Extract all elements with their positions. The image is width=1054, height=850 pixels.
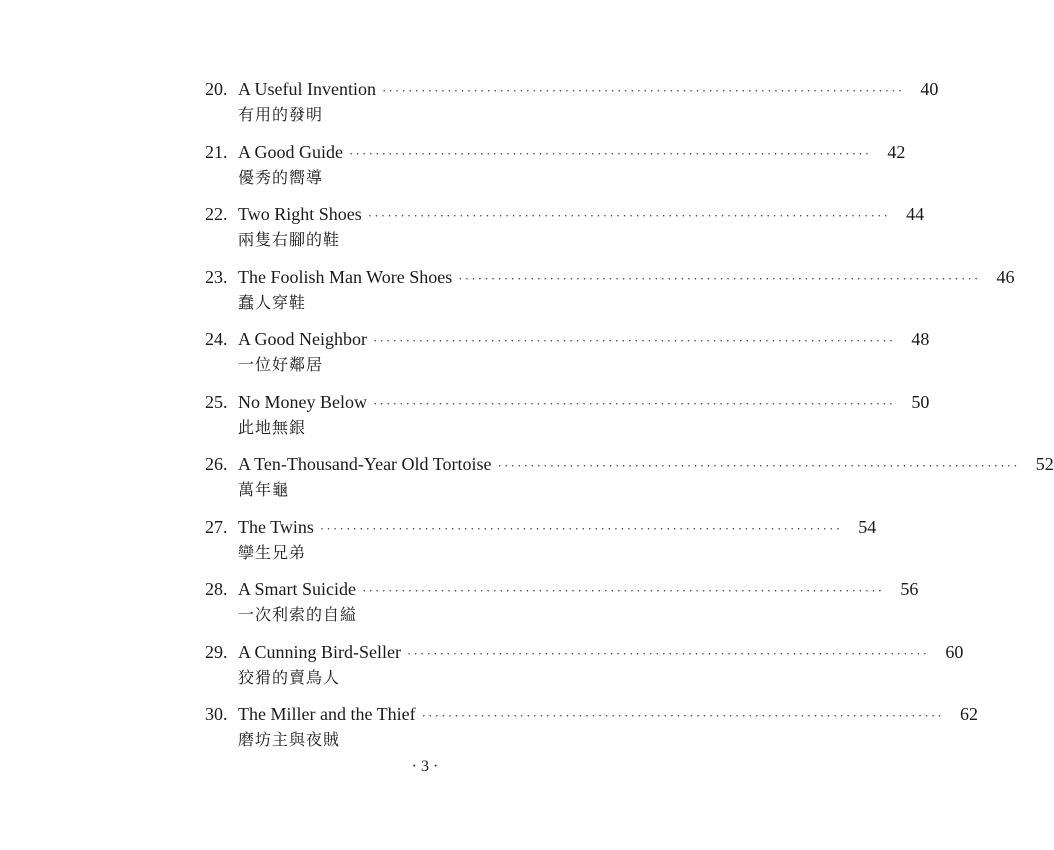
toc-entry: [205, 451, 1054, 514]
entry-title: The Foolish Man Wore Shoes: [238, 266, 453, 287]
table-of-contents: [205, 76, 1054, 764]
entry-page-number: 52: [1035, 454, 1054, 474]
entry-page-number: 48: [911, 329, 930, 349]
entry-title: A Ten-Thousand-Year Old Tortoise: [238, 454, 492, 474]
toc-entry: [205, 514, 877, 577]
entry-number: 30.: [205, 704, 228, 724]
dot-leader: ················································································: [458, 270, 981, 286]
toc-entry: [205, 576, 919, 639]
entry-title: The Miller and the Thief: [238, 704, 416, 724]
dot-leader: ················································································: [497, 458, 1020, 473]
entry-number: 27.: [205, 516, 228, 537]
toc-entry: [205, 264, 1015, 327]
entry-title: No Money Below: [238, 391, 367, 412]
toc-entry: [205, 701, 978, 764]
entry-page-number: 60: [945, 641, 964, 662]
entry-number: 20.: [205, 79, 228, 99]
entry-chinese-title: 優秀的嚮導: [238, 167, 324, 187]
entry-page-number: 46: [996, 266, 1015, 287]
dot-leader: ················································································: [373, 333, 896, 348]
entry-page-number: 44: [906, 204, 925, 224]
entry-number: 25.: [205, 391, 228, 412]
entry-chinese-title: 磨坊主與夜賊: [238, 730, 341, 749]
entry-title: A Smart Suicide: [238, 579, 356, 599]
entry-chinese-title: 一次利索的自縊: [238, 605, 358, 624]
entry-number: 24.: [205, 329, 228, 349]
entry-page-number: 56: [900, 579, 919, 599]
toc-entry: [205, 639, 964, 702]
entry-page-number: 54: [858, 516, 877, 537]
entry-title: A Good Guide: [238, 141, 343, 162]
entry-number: 22.: [205, 204, 228, 224]
dot-leader: ················································································: [373, 395, 896, 411]
entry-chinese-title: 兩隻右腳的鞋: [238, 230, 341, 249]
dot-leader: ················································································: [421, 708, 944, 723]
entry-page-number: 40: [920, 79, 939, 99]
entry-number: 29.: [205, 641, 228, 662]
entry-number: 21.: [205, 141, 228, 162]
entry-chinese-title: 狡猾的賣鳥人: [238, 667, 341, 687]
dot-leader: ················································································: [349, 145, 872, 161]
entry-number: 23.: [205, 266, 228, 287]
dot-leader: ················································································: [362, 583, 885, 598]
dot-leader: ················································································: [319, 520, 843, 536]
entry-number: 26.: [205, 454, 228, 474]
entry-title: A Useful Invention: [238, 79, 376, 99]
entry-chinese-title: 一位好鄰居: [238, 355, 324, 374]
page-folio: · 3 ·: [411, 758, 439, 775]
entry-title: A Good Neighbor: [238, 329, 367, 349]
entry-title: Two Right Shoes: [238, 204, 362, 224]
entry-chinese-title: 此地無銀: [238, 417, 307, 437]
toc-entry: [205, 389, 930, 452]
entry-title: A Cunning Bird-Seller: [238, 641, 401, 662]
entry-chinese-title: 孿生兄弟: [238, 542, 307, 562]
entry-page-number: 50: [911, 391, 930, 412]
entry-title: The Twins: [238, 516, 314, 537]
dot-leader: ················································································: [367, 208, 891, 223]
entry-chinese-title: 蠢人穿鞋: [238, 292, 307, 312]
toc-entry: [205, 76, 939, 139]
entry-number: 28.: [205, 579, 228, 599]
toc-entry: [205, 139, 906, 202]
entry-chinese-title: 有用的發明: [238, 105, 324, 124]
dot-leader: ················································································: [407, 645, 930, 661]
dot-leader: ················································································: [381, 83, 905, 98]
entry-page-number: 42: [887, 141, 906, 162]
entry-page-number: 62: [959, 704, 978, 724]
toc-entry: [205, 326, 930, 389]
toc-entry: [205, 201, 925, 264]
entry-chinese-title: 萬年龜: [238, 480, 290, 499]
